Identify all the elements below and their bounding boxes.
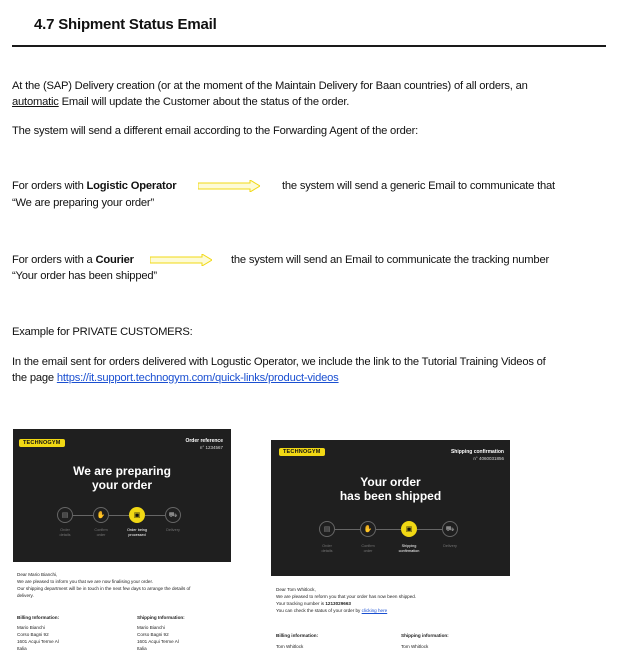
product-videos-link[interactable]: https://it.support.technogym.com/quick-links/product-videos [56,372,339,384]
billing-info: Billing information: Tom Whitlock [276,633,319,649]
document-icon: ▤ [319,521,335,537]
step-label: Shipping confirmation [398,544,420,553]
intro-2: The system will send a different email according to the Forwarding Agent of the order: [12,125,419,137]
step-label: Confirm order [94,528,108,537]
step-label: Delivery [443,544,457,548]
ref-number: n° 1234567 [199,445,223,450]
tutorial-prefix: the page [12,372,57,384]
email-shipped-card [271,440,510,576]
handshake-icon: ✋ [360,521,376,537]
clicking-here-link[interactable]: clicking here [361,608,388,613]
ref-label: Shipping confirmation [450,449,504,455]
arrow-right-icon [150,254,212,266]
ref-label: Order reference [185,438,223,444]
billing-info: Billing Information: Mario Bianchi Corso Bagni 92 1601 Acqui Terme Al Italia [17,615,60,651]
title-rule [12,45,606,47]
logistic-bold: Logistic Operator [86,180,177,192]
email-shipped-body: Dear Tom Whitlock, We are pleased to reform you that your order has now been shipped. Your tracking number is 1213029663 You can check the status of your order by clicking here [276,587,417,613]
document-icon: ▤ [57,507,73,523]
truck-icon: ⛟ [165,507,181,523]
headline-2: your order [91,478,152,492]
courier-quote: “Your order has been shipped” [12,270,157,282]
email-preparing-card [13,429,231,562]
step-label: Order being processed [126,528,148,537]
section-title: 4.7 Shipment Status Email [34,16,217,33]
courier-prefix: For orders with a [12,254,96,266]
clipboard-icon: ▣ [129,507,145,523]
courier-line [12,253,134,268]
step-connector [145,515,165,516]
automatic-word: automatic [12,96,59,108]
headline-1: Your order [360,475,421,489]
ref-number: n° 4060031856 [473,456,504,461]
step-label: Order details [59,528,71,537]
headline-2: has been shipped [339,489,442,503]
headline-1: We are preparing [73,464,171,478]
intro-line-1: At the (SAP) Delivery creation (or at the moment of the Maintain Delivery for Baan countries) of all orders, an [12,80,528,92]
logistic-suffix: the system will send a generic Email to communicate that [282,180,555,192]
step-label: Delivery [166,528,180,532]
step-connector [376,529,401,530]
courier-suffix: the system will send an Email to communicate the tracking number [231,254,549,266]
headline [13,464,231,492]
technogym-logo: TECHNOGYM [279,448,325,456]
step-label: Order details [321,544,333,553]
logistic-quote: “We are preparing your order” [12,197,154,209]
step-connector [335,529,360,530]
courier-bold: Courier [95,254,134,266]
logistic-line [12,179,176,194]
email-preparing-body: Dear Mario Bianchi, We are pleased to inform you that we are now finalising your order. Our shipping department will be in touch in the next few days to arrange the details of delivery. [17,572,191,598]
tutorial-line-1: In the email sent for orders delivered with Logustic Operator, we include the link to the Tutorial Training Videos of [12,356,546,368]
intro-line-2 [12,95,349,110]
example-label: Example for PRIVATE CUSTOMERS: [12,326,193,338]
step-label: Confirm order [361,544,375,553]
headline [271,475,510,503]
arrow-right-icon [198,180,260,192]
step-connector [109,515,129,516]
shipping-info: Shipping Information: Mario Bianchi Corso Bagni 92 1601 Acqui Terme Al Italia [137,615,185,651]
intro-line-2-rest: Email will update the Customer about the status of the order. [58,96,350,108]
handshake-icon: ✋ [93,507,109,523]
clipboard-icon: ▣ [401,521,417,537]
logistic-prefix: For orders with [12,180,87,192]
truck-icon: ⛟ [442,521,458,537]
tutorial-line-2 [12,371,339,386]
step-connector [73,515,93,516]
shipping-info: Shipping information: Tom Whitlock [401,633,449,649]
step-connector [417,529,442,530]
technogym-logo: TECHNOGYM [19,439,65,447]
